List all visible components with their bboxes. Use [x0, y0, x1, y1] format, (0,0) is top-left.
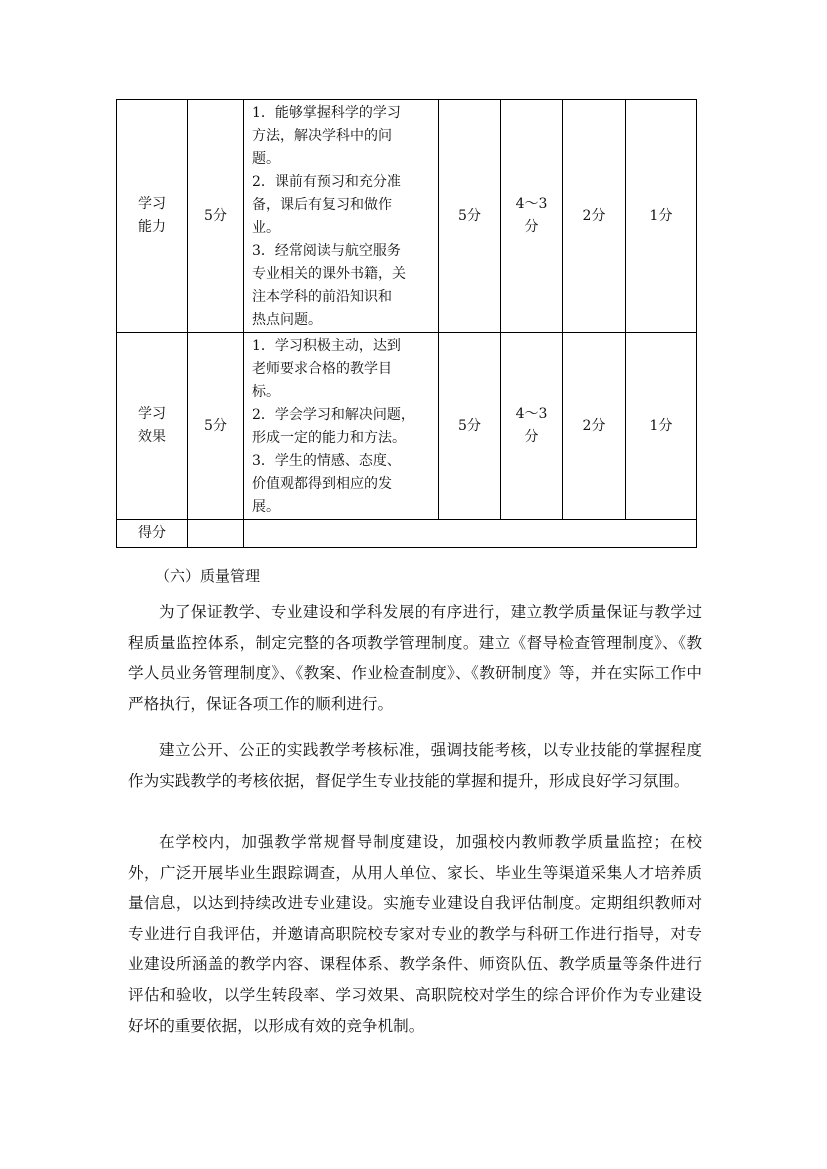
criteria-line: 2．学会学习和解决问题， [252, 407, 415, 423]
level-c-cell: 2分 [563, 333, 626, 520]
level-d-cell: 1分 [626, 100, 697, 333]
score-value-cell [188, 520, 244, 548]
score-row [117, 520, 697, 548]
level-d-cell: 1分 [626, 333, 697, 520]
level-b-cell [501, 100, 563, 333]
weight-cell: 5分 [188, 333, 244, 520]
category-line: 学习 [138, 196, 166, 212]
criteria-line: 3．经常阅读与航空服务 [252, 243, 401, 259]
section-heading: （六）质量管理 [155, 567, 261, 585]
criteria-line: 形成一定的能力和方法。 [252, 430, 406, 446]
level-b-line: 4～3 [515, 406, 548, 422]
level-b-line: 4～3 [515, 196, 548, 212]
level-b-line: 分 [524, 219, 539, 235]
criteria-line: 注本学科的前沿知识和 [252, 289, 392, 305]
evaluation-table [116, 99, 697, 548]
level-b-line: 分 [524, 429, 539, 445]
criteria-line: 3．学生的情感、态度、 [252, 453, 401, 469]
criteria-line: 题。 [252, 151, 280, 167]
criteria-line: 业。 [252, 220, 280, 236]
category-line: 效果 [138, 429, 166, 445]
weight-cell: 5分 [188, 100, 244, 333]
criteria-line: 价值观都得到相应的发 [252, 476, 392, 492]
category-line: 能力 [138, 219, 166, 235]
score-label-cell: 得分 [117, 520, 188, 548]
criteria-cell [244, 100, 439, 333]
category-cell [117, 100, 188, 333]
table-row [117, 333, 697, 520]
criteria-line: 方法，解决学科中的问 [252, 128, 392, 144]
level-c-cell: 2分 [563, 100, 626, 333]
criteria-line: 1．学习积极主动，达到 [252, 338, 401, 354]
criteria-line: 老师要求合格的教学目 [252, 361, 392, 377]
criteria-line: 标。 [252, 384, 280, 400]
paragraph: 在学校内，加强教学常规督导制度建设，加强校内教师教学质量监控；在校外，广泛开展毕业生跟踪调查，从用人单位、家长、毕业生等渠道采集人才培养质量信息，以达到持续改进专业建设。实施专业建设自我评估制度。定期组织教师对专业进行自我评估，并邀请高职院校专家对专业的教学与科研工作进行指导，对专业建设所涵盖的教学内容、课程体系、教学条件、师资队伍、教学质量等条件进行评估和验收，以学生转段率、学习效果、高职院校对学生的综合评价作为专业建设好坏的重要依据，以形成有效的竞争机制。 [128, 833, 702, 1035]
criteria-line: 2．课前有预习和充分准 [252, 174, 401, 190]
paragraph: 为了保证教学、专业建设和学科发展的有序进行，建立教学质量保证与教学过程质量监控体系，制定完整的各项教学管理制度。建立《督导检查管理制度》、《教学人员业务管理制度》、《教案、作业检查制度》、《教研制度》等，并在实际工作中严格执行，保证各项工作的顺利进行。 [128, 603, 702, 713]
level-a-cell: 5分 [439, 100, 501, 333]
table-row [117, 100, 697, 333]
criteria-line: 1．能够掌握科学的学习 [252, 105, 401, 121]
category-cell [117, 333, 188, 520]
criteria-cell [244, 333, 439, 520]
paragraph: 建立公开、公正的实践教学考核标准，强调技能考核，以专业技能的掌握程度作为实践教学的考核依据，督促学生专业技能的掌握和提升，形成良好学习氛围。 [128, 741, 702, 790]
criteria-line: 备，课后有复习和做作 [252, 197, 392, 213]
score-empty-cell [244, 520, 697, 548]
criteria-line: 热点问题。 [252, 312, 322, 328]
level-a-cell: 5分 [439, 333, 501, 520]
criteria-line: 专业相关的课外书籍，关 [252, 266, 406, 282]
level-b-cell [501, 333, 563, 520]
criteria-line: 展。 [252, 499, 280, 515]
category-line: 学习 [138, 406, 166, 422]
